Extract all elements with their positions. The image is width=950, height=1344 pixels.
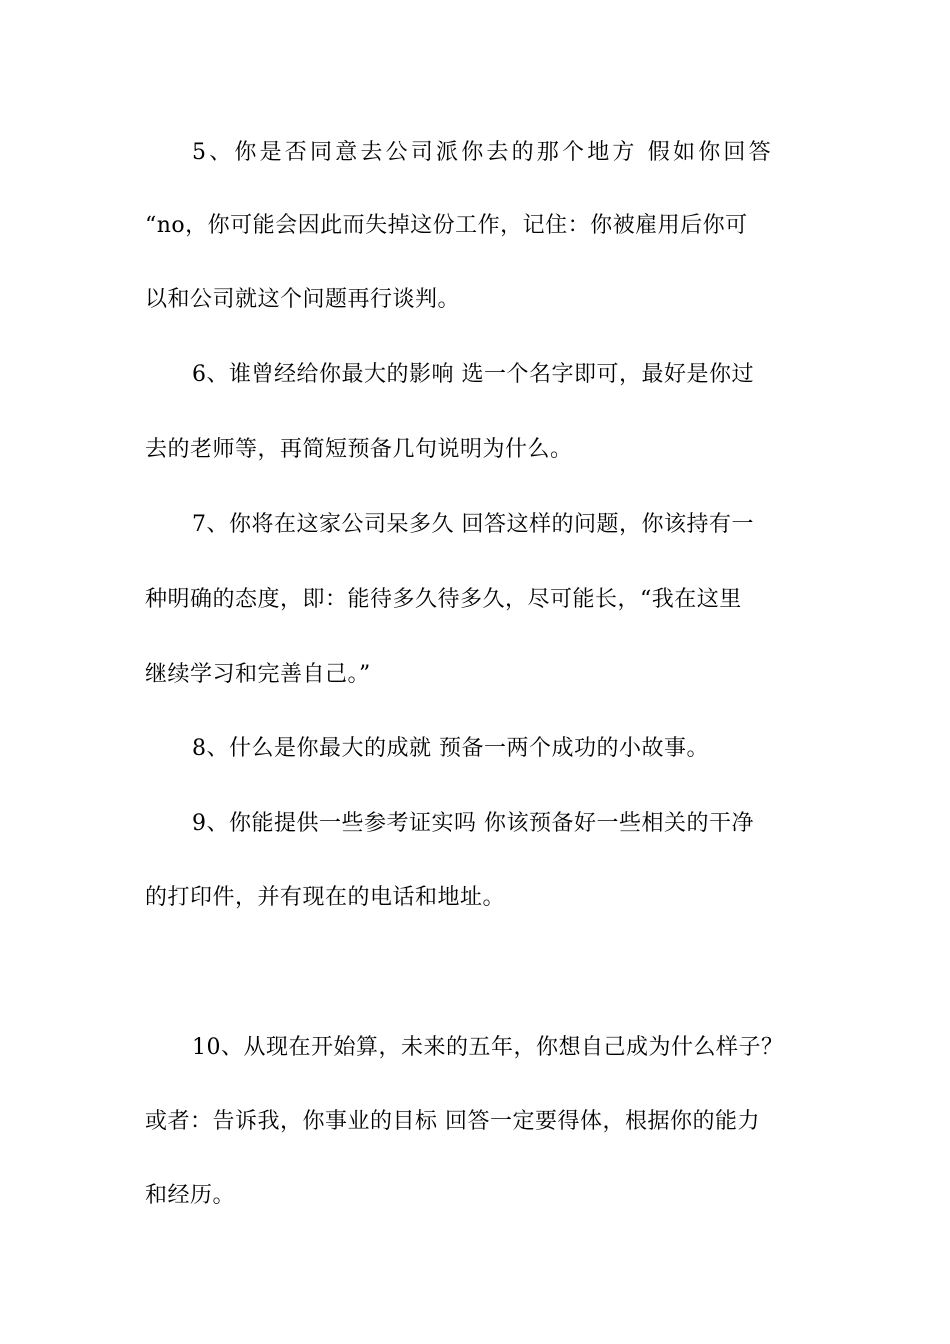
paragraph-q7-line-3: 继续学习和完善自己。” [145, 662, 371, 687]
paragraph-q7-line-1: 7、你将在这家公司呆多久 回答这样的问题，你该持有一 [192, 512, 754, 537]
paragraph-q10-line-1: 10、从现在开始算，未来的五年，你想自己成为什么样子？ [192, 1035, 784, 1060]
paragraph-q10-line-3: 和经历。 [145, 1183, 236, 1208]
paragraph-q5-line-3: 以和公司就这个问题再行谈判。 [145, 287, 461, 312]
paragraph-q9-line-2: 的打印件，并有现在的电话和地址。 [145, 885, 506, 910]
paragraph-q5-line-2: “no，你可能会因此而失掉这份工作，记住：你被雇用后你可 [145, 213, 748, 238]
paragraph-q6-line-1: 6、谁曾经给你最大的影响 选一个名字即可，最好是你过 [192, 362, 754, 387]
paragraph-q10-line-2: 或者：告诉我，你事业的目标 回答一定要得体，根据你的能力 [145, 1109, 760, 1134]
paragraph-q5-line-1: 5、你是否同意去公司派你去的那个地方 假如你回答 [192, 140, 774, 165]
paragraph-q8-line-1: 8、什么是你最大的成就 预备一两个成功的小故事。 [192, 736, 709, 761]
paragraph-q6-line-2: 去的老师等，再简短预备几句说明为什么。 [145, 437, 573, 462]
paragraph-q9-line-1: 9、你能提供一些参考证实吗 你该预备好一些相关的干净 [192, 811, 754, 836]
paragraph-q7-line-2: 种明确的态度，即：能待多久待多久，尽可能长，“我在这里 [145, 587, 742, 612]
